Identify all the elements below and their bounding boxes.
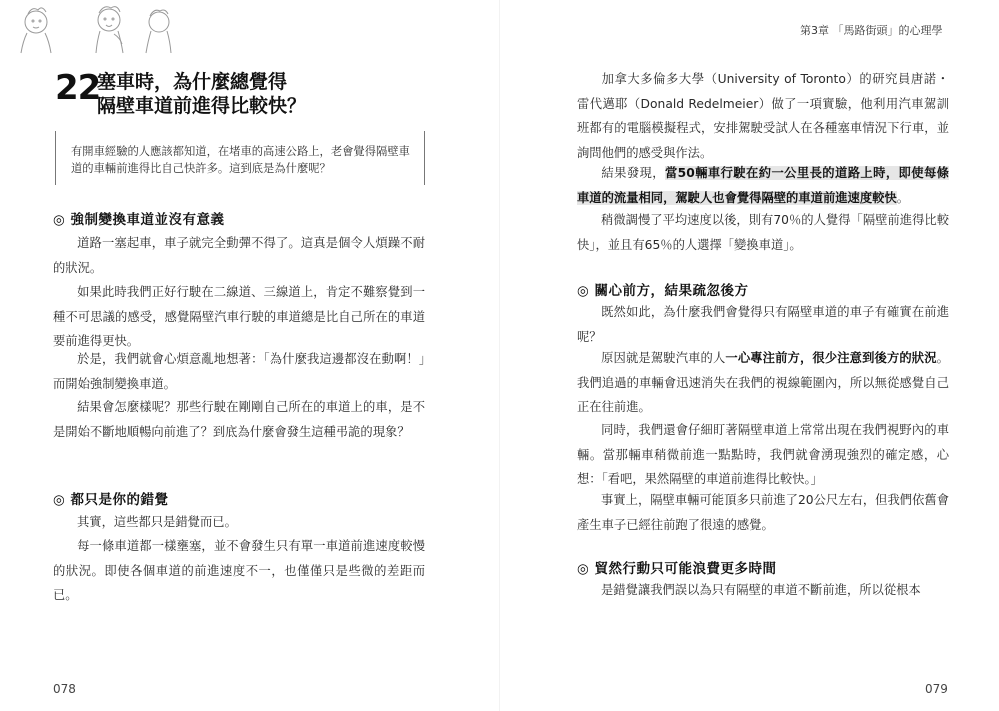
section-heading-2: ◎ 都只是你的錯覺 <box>53 492 169 508</box>
paragraph <box>577 161 949 210</box>
paragraph-text: 。我們追過的車輛會迅速消失在我們的視線範圍內，所以無從感覺自己正在往前進。 <box>577 351 949 414</box>
paragraph <box>577 346 949 420</box>
page-number-right: 079 <box>925 682 948 696</box>
paragraph <box>577 578 949 603</box>
intro-box <box>55 131 425 185</box>
paragraph-text: 其實，這些都只是錯覺而已。 <box>77 515 237 529</box>
paragraph-text: 結果發現， <box>601 166 665 180</box>
paragraph-text: 原因就是駕駛汽車的人 <box>601 351 726 365</box>
highlighted-text: 一心專注前方，很少注意到後方的狀況 <box>725 351 937 365</box>
paragraph <box>53 231 425 280</box>
paragraph <box>577 300 949 349</box>
paragraph-text: 稍微調慢了平均速度以後，則有70％的人覺得「隔壁前進得比較快」，並且有65％的人選擇「變換車道」。 <box>577 213 949 252</box>
paragraph-text: 。 <box>896 190 910 205</box>
paragraph <box>577 488 949 537</box>
highlighted-text: 當50輛車行駛在約一公里長的道路上時，即使每條車道的流量相同，駕駛人也會覺得隔壁的車道前進速度較快 <box>577 166 949 205</box>
paragraph-text: 如果此時我們正好行駛在二線道、三線道上，肯定不難察覺到一種不可思議的感受，感覺隔壁汽車行駛的車道總是比自己所在的車道要前進得更快。 <box>53 285 425 348</box>
title-line-2: 隔壁車道前進得比較快？ <box>97 95 307 117</box>
paragraph <box>53 510 425 535</box>
paragraph <box>577 67 949 165</box>
paragraph-text: 加拿大多倫多大學（University of Toronto）的研究員唐諾・雷代邁耶（Donald Redelmeier）做了一項實驗，他利用汽車駕訓班都有的電腦模擬程式，安排駕駛受試人在各種塞車情況下行車，並詢問他們的感受與作法。 <box>577 72 949 160</box>
doodle-illustration <box>14 4 174 56</box>
section-heading-1: ◎ 強制變換車道並沒有意義 <box>53 212 225 228</box>
paragraph-text: 結果會怎麼樣呢？那些行駛在剛剛自己所在的車道上的車，是不是開始不斷地順暢向前進了？到底為什麼會發生這種弔詭的現象？ <box>53 400 425 439</box>
section-heading-4: ◎ 貿然行動只可能浪費更多時間 <box>577 561 777 577</box>
paragraph-text: 每一條車道都一樣壅塞，並不會發生只有單一車道前進速度較慢的狀況。即使各個車道的前進速度不一，也僅僅只是些微的差距而已。 <box>53 539 425 602</box>
page-number-left: 078 <box>53 682 76 696</box>
paragraph <box>53 395 425 444</box>
paragraph-text: 是錯覺讓我們誤以為只有隔壁的車道不斷前進，所以從根本 <box>601 583 921 597</box>
running-head: 第3章 「馬路街頭」的心理學 <box>800 24 943 37</box>
paragraph <box>53 347 425 396</box>
paragraph-text: 同時，我們還會仔細盯著隔壁車道上常常出現在我們視野內的車輛。當那輛車稍微前進一點點時，我們就會湧現強烈的確定感，心想：「看吧，果然隔壁的車道前進得比較快。」 <box>577 423 949 486</box>
gutter <box>499 0 500 711</box>
paragraph <box>577 418 949 492</box>
paragraph-text: 道路一塞起車，車子就完全動彈不得了。這真是個令人煩躁不耐的狀況。 <box>53 236 425 275</box>
paragraph <box>577 208 949 257</box>
intro-text: 有開車經驗的人應該都知道，在堵車的高速公路上，老會覺得隔壁車道的車輛前進得比自己快許多。這到底是為什麼呢？ <box>71 145 410 175</box>
paragraph-text: 於是，我們就會心煩意亂地想著：「為什麼我這邊都沒在動啊！」而開始強制變換車道。 <box>53 352 425 391</box>
paragraph-text: 事實上，隔壁車輛可能頂多只前進了20公尺左右，但我們依舊會產生車子已經往前跑了很遠的感覺。 <box>577 493 949 532</box>
section-heading-3: ◎ 關心前方，結果疏忽後方 <box>577 283 749 299</box>
chapter-number: 22 <box>55 68 101 108</box>
title-line-1: 塞車時，為什麼總覺得 <box>97 71 288 93</box>
chapter-title <box>97 70 306 118</box>
paragraph <box>53 280 425 354</box>
paragraph-text: 既然如此，為什麼我們會覺得只有隔壁車道的車子有確實在前進呢？ <box>577 305 949 344</box>
paragraph <box>53 534 425 608</box>
